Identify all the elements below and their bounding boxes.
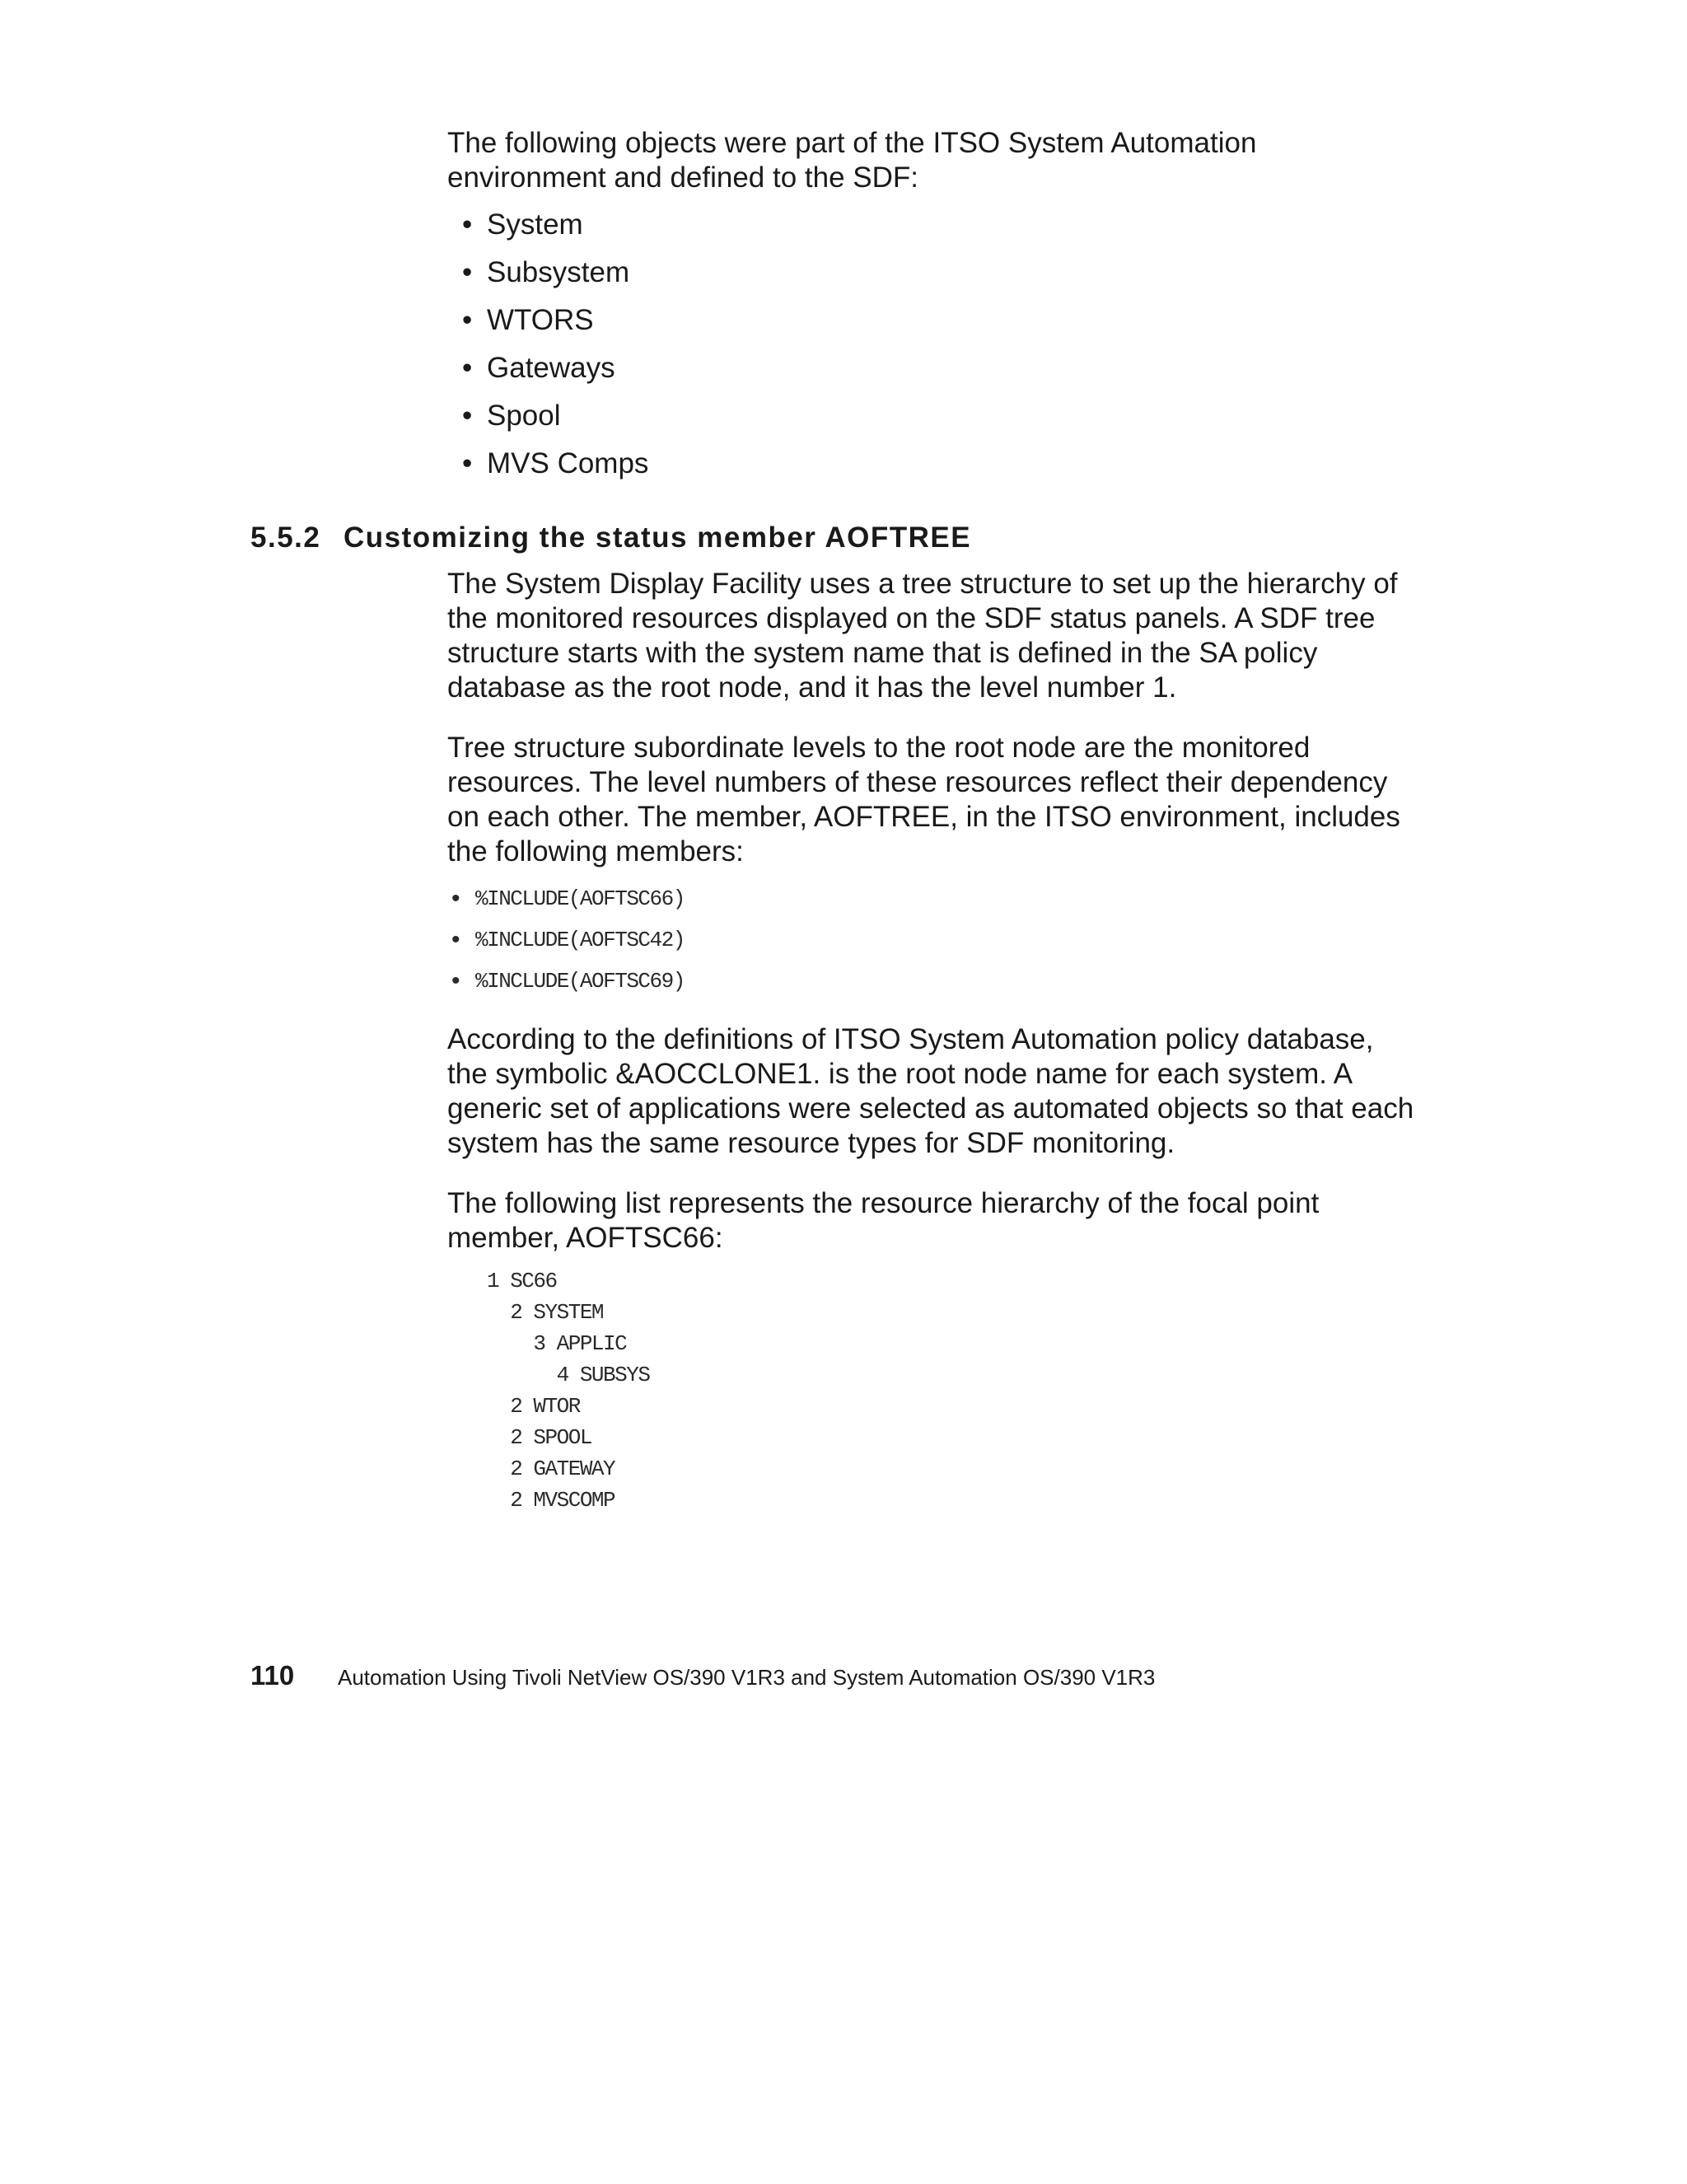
section-title: Customizing the status member AOFTREE (343, 521, 972, 554)
bullet-icon: • (462, 208, 473, 241)
list-item (450, 927, 1422, 968)
section-heading (250, 521, 971, 555)
paragraph-1-block (447, 567, 1419, 705)
list-item: • Subsystem (462, 256, 630, 288)
tree-line: 3 APPLIC (487, 1331, 627, 1356)
list-item: • Gateways (462, 352, 615, 384)
paragraph: According to the definitions of ITSO System Automation policy database, the symbolic &AOCCLONE1. is the root node name for each system. A generic set of applications were selected as automated objects so that each system has the same resource types for SDF monitoring. (447, 1023, 1414, 1159)
paragraph: The following list represents the resource hierarchy of the focal point member, AOFTSC66: (447, 1187, 1320, 1254)
tree-line: 2 GATEWAY (487, 1457, 615, 1481)
page-number: 110 (250, 1660, 295, 1691)
section-number: 5.5.2 (250, 521, 321, 554)
paragraph: The System Display Facility uses a tree structure to set up the hierarchy of the monitored resources displayed on the SDF status panels. A SDF tree structure starts with the system name that is defined in the SA policy database as the root node, and it has the level number 1. (447, 568, 1398, 704)
bullet-icon: • (462, 447, 473, 479)
bullet-icon: • (451, 926, 460, 953)
list-item: • System (462, 208, 583, 241)
bullet-icon: • (462, 352, 473, 384)
tree-line: 2 MVSCOMP (487, 1488, 615, 1513)
page-footer (250, 1660, 1155, 1691)
include-list-block (450, 886, 1422, 1009)
include-directive: %INCLUDE(AOFTSC66) (475, 886, 685, 911)
include-list (450, 886, 1422, 1009)
paragraph: Tree structure subordinate levels to the root node are the monitored resources. The level numbers of these resources reflect their dependency on each other. The member, AOFTREE, in the ITSO environment, includes the following members: (447, 732, 1400, 868)
paragraph-3-block (447, 1022, 1419, 1161)
tree-line: 4 SUBSYS (487, 1363, 650, 1387)
paragraph-4-block (447, 1186, 1419, 1256)
bullet-icon: • (451, 967, 460, 994)
list-item: • MVS Comps (462, 447, 649, 479)
list-item (450, 968, 1422, 1009)
book-title: Automation Using Tivoli NetView OS/390 V1R3 and System Automation OS/390 V1R3 (338, 1665, 1156, 1690)
list-item: • Spool (462, 400, 561, 432)
bullet-icon: • (451, 885, 460, 912)
bullet-icon: • (462, 256, 473, 288)
resource-tree (487, 1265, 1459, 1516)
tree-line: 2 WTOR (487, 1394, 580, 1419)
tree-line: 1 SC66 (487, 1269, 557, 1293)
list-item: • WTORS (462, 304, 594, 336)
bullet-icon: • (462, 400, 473, 432)
include-directive: %INCLUDE(AOFTSC69) (475, 969, 685, 994)
include-directive: %INCLUDE(AOFTSC42) (475, 928, 685, 952)
tree-line: 2 SPOOL (487, 1425, 591, 1450)
intro-paragraph: The following objects were part of the ITSO System Automation environment and defined to the SDF: (447, 127, 1257, 194)
intro-block (447, 126, 1419, 195)
bullet-icon: • (462, 304, 473, 336)
sdf-objects-list-block (447, 208, 1419, 494)
tree-line: 2 SYSTEM (487, 1300, 604, 1325)
paragraph-2-block (447, 731, 1419, 869)
resource-tree-block (487, 1265, 1459, 1516)
sdf-objects-list (447, 208, 1419, 494)
list-item (450, 886, 1422, 927)
